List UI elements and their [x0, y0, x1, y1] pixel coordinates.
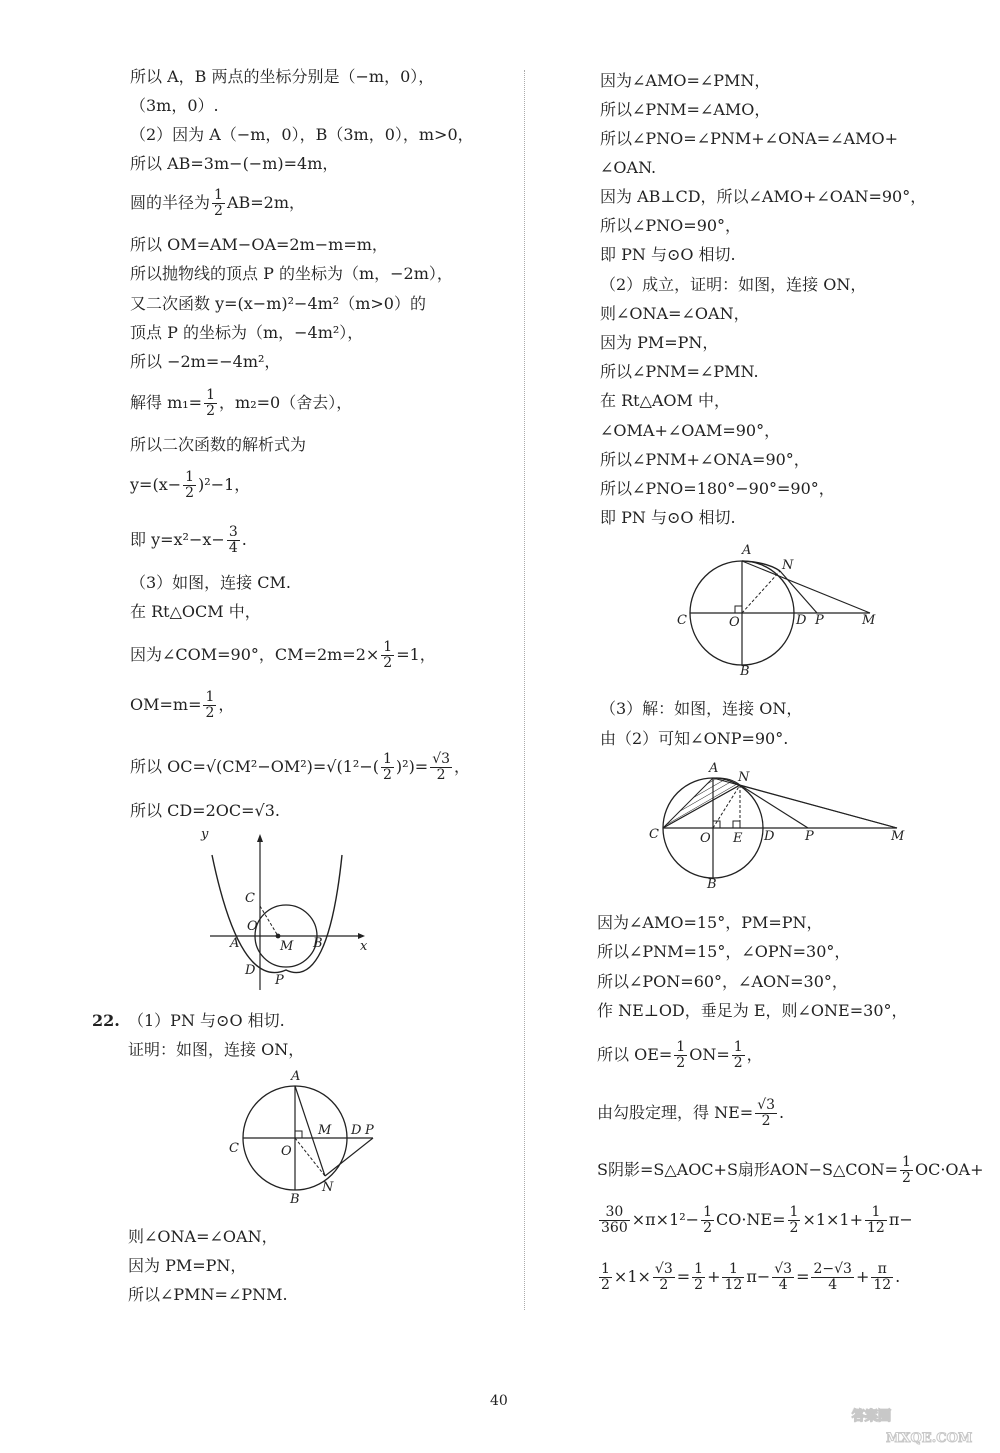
- label-c: C: [245, 891, 255, 906]
- text: y=(x−: [130, 475, 182, 494]
- text-line: 所以 A，B 两点的坐标分别是（−m，0），: [130, 67, 435, 86]
- text-line: 所以二次函数的解析式为: [130, 435, 307, 454]
- denominator: 2: [205, 705, 215, 721]
- text-line: [597, 1040, 763, 1071]
- text-line: 证明：如图，连接 ON，: [128, 1040, 305, 1059]
- label-b: B: [313, 936, 323, 951]
- text-line: 又二次函数 y=(x−m)²−4m²（m>0）的: [130, 294, 426, 313]
- label-p: P: [805, 829, 814, 844]
- numerator: 1: [722, 1262, 744, 1278]
- fraction: [203, 690, 216, 721]
- text: ×1×1+: [802, 1210, 864, 1229]
- fraction: [599, 1262, 612, 1293]
- denominator: 12: [873, 1277, 892, 1293]
- label-a: A: [709, 761, 719, 776]
- numerator: √3: [757, 1097, 776, 1113]
- text-line: （2）因为 A（−m，0），B（3m，0），m>0，: [130, 125, 474, 144]
- label-o: O: [700, 831, 711, 846]
- text-line: 所以 −2m=−4m²，: [130, 352, 281, 371]
- text: =: [796, 1267, 810, 1286]
- text: 所以 OE=: [597, 1045, 673, 1064]
- text-line: 则∠ONA=∠OAN，: [600, 304, 750, 323]
- label-n: N: [738, 770, 750, 785]
- numerator: √3: [432, 751, 451, 767]
- label-m: M: [318, 1123, 332, 1138]
- label-o: O: [281, 1144, 292, 1159]
- denominator: 12: [867, 1220, 885, 1236]
- text: ON=: [689, 1045, 730, 1064]
- text: ，: [454, 757, 471, 776]
- text-line: 所以∠PNM=∠PMN.: [600, 362, 759, 381]
- column-divider: [524, 70, 525, 1310]
- text: +: [855, 1267, 870, 1286]
- denominator: 2: [214, 203, 223, 219]
- denominator: 4: [228, 540, 238, 556]
- denominator: 2: [185, 485, 195, 501]
- label-o: O: [247, 919, 258, 934]
- watermark-logo: [846, 1378, 996, 1448]
- text-line: 因为 PM=PN，: [600, 333, 719, 352]
- text-line: 所以∠PON=60°，∠AON=30°，: [597, 972, 848, 991]
- text-line: [130, 470, 250, 501]
- segment-np: [740, 785, 808, 828]
- text-line: [597, 1098, 784, 1129]
- text-line: 所以 AB=3m−(−m)=4m，: [130, 154, 339, 173]
- text-line: [130, 388, 352, 419]
- text: .: [895, 1267, 901, 1286]
- text-line: [130, 640, 436, 671]
- text-line: [130, 525, 247, 556]
- numerator: 1: [383, 639, 393, 655]
- text-line: 作 NE⊥OD，垂足为 E，则∠ONE=30°，: [597, 1001, 908, 1020]
- text: ，m₂=0（舍去），: [219, 393, 353, 412]
- text-line: [597, 1155, 983, 1186]
- fraction: [811, 1262, 853, 1293]
- circle-figure-22-2: [672, 538, 887, 678]
- numerator: 1: [733, 1039, 743, 1055]
- numerator: 1: [703, 1204, 712, 1220]
- label-c: C: [649, 827, 659, 842]
- text: =1，: [396, 645, 436, 664]
- text: ，: [218, 695, 235, 714]
- text-line: 因为∠AMO=15°，PM=PN，: [597, 913, 823, 932]
- numerator: π: [871, 1262, 893, 1278]
- text: .: [241, 530, 247, 549]
- text-line: 所以∠PNO=180°−90°=90°，: [600, 479, 835, 498]
- denominator: 2: [383, 655, 393, 671]
- label-d: D: [245, 963, 256, 978]
- text: 因为∠COM=90°，CM=2m=2×: [130, 645, 380, 664]
- fraction: [430, 752, 452, 783]
- numerator: 1: [694, 1261, 704, 1277]
- text: 由勾股定理，得 NE=: [597, 1103, 754, 1122]
- fraction: [212, 188, 225, 219]
- numerator: 1: [214, 187, 223, 203]
- denominator: 2: [206, 403, 216, 419]
- text: π−: [746, 1267, 771, 1286]
- segment-am: [742, 561, 870, 613]
- denominator: 4: [778, 1277, 788, 1293]
- denominator: 2: [601, 1277, 610, 1293]
- label-e: E: [733, 831, 743, 846]
- segment-np: [780, 571, 817, 613]
- fraction: [692, 1262, 705, 1293]
- right-angle-mark: [735, 606, 742, 613]
- text-line: 在 Rt△OCM 中，: [130, 602, 261, 621]
- numerator: 1: [206, 387, 216, 403]
- denominator: 2: [382, 767, 392, 783]
- numerator: 1: [789, 1204, 799, 1220]
- label-b: B: [290, 1192, 300, 1207]
- label-d: D: [351, 1123, 362, 1138]
- label-p: P: [365, 1123, 374, 1138]
- fraction: [732, 1040, 745, 1071]
- text: OC·OA+: [914, 1160, 984, 1179]
- fraction: [653, 1262, 675, 1293]
- text: +: [707, 1267, 721, 1286]
- text: CO·NE=: [715, 1210, 786, 1229]
- label-x: x: [360, 939, 368, 954]
- text-line: 在 Rt△AOM 中，: [600, 391, 731, 410]
- text: 所以 OC=√(CM²−OM²)=√(1²−(: [130, 757, 379, 776]
- numerator: 3: [228, 524, 238, 540]
- parabola-curve: [212, 855, 342, 973]
- parabola-figure: [200, 830, 370, 995]
- circle-figure-22-3: [645, 756, 910, 891]
- text-line: 所以∠PNM=15°，∠OPN=30°，: [597, 942, 851, 961]
- text: AB=2m，: [226, 193, 306, 212]
- numerator: 30: [599, 1205, 630, 1221]
- denominator: 2: [694, 1277, 704, 1293]
- text-line: （2）成立，证明：如图，连接 ON，: [600, 275, 867, 294]
- text: π−: [888, 1210, 913, 1229]
- denominator: 2: [436, 767, 446, 783]
- denominator: 12: [724, 1277, 743, 1293]
- fraction: [900, 1155, 913, 1186]
- label-d: D: [764, 829, 775, 844]
- shaded-region: [663, 778, 740, 828]
- fraction: [183, 470, 196, 501]
- text: ×1×: [613, 1267, 651, 1286]
- label-b: B: [740, 664, 750, 678]
- question-number: 22.: [92, 1011, 120, 1030]
- text: 圆的半径为: [130, 193, 211, 212]
- label-m: M: [891, 829, 905, 844]
- text-line: 所以∠PNO=90°，: [600, 216, 742, 235]
- watermark-title: 答案圈: [852, 1409, 892, 1424]
- label-o: O: [729, 615, 740, 630]
- fraction: [865, 1205, 887, 1236]
- text-line: 所以∠PMN=∠PNM.: [128, 1285, 288, 1304]
- text-line: 所以抛物线的顶点 P 的坐标为（m，−2m），: [130, 264, 453, 283]
- numerator: 2−√3: [813, 1261, 852, 1277]
- right-angle-mark: [295, 1131, 302, 1138]
- text: ，: [746, 1045, 763, 1064]
- fraction: [599, 1205, 630, 1236]
- denominator: 2: [659, 1277, 669, 1293]
- fraction: [381, 640, 394, 671]
- label-m: M: [280, 939, 294, 954]
- text-line: 即 PN 与⊙O 相切.: [600, 508, 736, 527]
- label-m: M: [862, 613, 876, 628]
- text-line: ∠OMA+∠OAM=90°，: [600, 421, 781, 440]
- fraction: [227, 525, 240, 556]
- text: .: [779, 1103, 785, 1122]
- text: 即 y=x²−x−: [130, 530, 225, 549]
- numerator: 1: [205, 689, 215, 705]
- label-p: P: [815, 613, 824, 628]
- page-number: 40: [490, 1393, 508, 1409]
- numerator: 1: [382, 751, 392, 767]
- numerator: √3: [654, 1261, 673, 1277]
- text-line: 由（2）可知∠ONP=90°.: [600, 729, 789, 748]
- fraction: [204, 388, 217, 419]
- circle-figure-22-1: [225, 1068, 390, 1208]
- fraction: [772, 1262, 794, 1293]
- denominator: 360: [601, 1220, 628, 1236]
- text-line: 因为∠AMO=∠PMN，: [600, 71, 771, 90]
- fraction: [788, 1205, 801, 1236]
- text-line: [130, 690, 234, 721]
- text-line: 所以∠PNO=∠PNM+∠ONA=∠AMO+: [600, 129, 899, 148]
- text: )²)=: [395, 757, 429, 776]
- fraction: [755, 1098, 777, 1129]
- label-d: D: [796, 613, 807, 628]
- segment-np: [325, 1138, 373, 1176]
- denominator: 2: [733, 1055, 743, 1071]
- text-line: 因为 AB⊥CD，所以∠AMO+∠OAN=90°，: [600, 187, 927, 206]
- text: 解得 m₁=: [130, 393, 203, 412]
- denominator: 2: [676, 1055, 686, 1071]
- text-line: [597, 1205, 913, 1236]
- text-line: （1）PN 与⊙O 相切.: [128, 1011, 285, 1030]
- denominator: 2: [902, 1170, 911, 1186]
- text-line: [597, 1262, 900, 1293]
- text-line: 所以 OM=AM−OA=2m−m=m，: [130, 235, 388, 254]
- text-line: [130, 188, 305, 219]
- segment-on: [742, 571, 780, 613]
- label-n: N: [782, 558, 794, 573]
- label-c: C: [677, 613, 687, 628]
- fraction: [871, 1262, 893, 1293]
- numerator: √3: [774, 1261, 793, 1277]
- y-arrow-icon: [257, 834, 263, 842]
- text: S阴影=S△AOC+S扇形AON−S△CON=: [597, 1160, 899, 1179]
- text-line: 顶点 P 的坐标为（m，−4m²），: [130, 323, 364, 342]
- arc-an: [742, 561, 780, 571]
- point-m: [276, 934, 281, 939]
- text: )²−1，: [198, 475, 251, 494]
- label-p: P: [275, 973, 284, 988]
- numerator: 1: [601, 1261, 610, 1277]
- label-c: C: [229, 1141, 239, 1156]
- numerator: 1: [676, 1039, 686, 1055]
- fraction: [701, 1205, 714, 1236]
- denominator: 4: [828, 1277, 838, 1293]
- text-line: （3）如图，连接 CM.: [130, 573, 291, 592]
- text-line: 因为 PM=PN，: [128, 1256, 247, 1275]
- watermark-url: MXQE.COM: [886, 1431, 973, 1446]
- denominator: 2: [703, 1220, 712, 1236]
- label-y: y: [201, 830, 209, 842]
- fraction: [674, 1040, 687, 1071]
- numerator: 1: [902, 1154, 911, 1170]
- label-a: A: [742, 543, 752, 558]
- denominator: 2: [761, 1113, 771, 1129]
- right-angle-mark: [733, 821, 740, 828]
- text-line: 即 PN 与⊙O 相切.: [600, 245, 736, 264]
- label-a: A: [230, 936, 240, 951]
- text-line: ∠OAN.: [600, 158, 657, 177]
- text-line: 所以∠PNM=∠AMO，: [600, 100, 771, 119]
- label-b: B: [707, 877, 717, 891]
- label-a: A: [291, 1069, 301, 1084]
- text-line: 则∠ONA=∠OAN，: [128, 1227, 278, 1246]
- fraction: [381, 752, 394, 783]
- text: =: [676, 1267, 691, 1286]
- text-line: [130, 752, 470, 783]
- denominator: 2: [789, 1220, 799, 1236]
- segment-on: [295, 1138, 325, 1176]
- numerator: 1: [185, 469, 195, 485]
- text-line: （3m，0）.: [130, 96, 219, 115]
- text-line: 所以∠PNM+∠ONA=90°，: [600, 450, 810, 469]
- text-line: 所以 CD=2OC=√3.: [130, 801, 280, 820]
- label-n: N: [322, 1180, 334, 1195]
- fraction: [722, 1262, 744, 1293]
- text-line: （3）解：如图，连接 ON，: [600, 699, 803, 718]
- text: ×π×1²−: [631, 1210, 700, 1229]
- numerator: 1: [865, 1205, 887, 1221]
- text: OM=m=: [130, 695, 202, 714]
